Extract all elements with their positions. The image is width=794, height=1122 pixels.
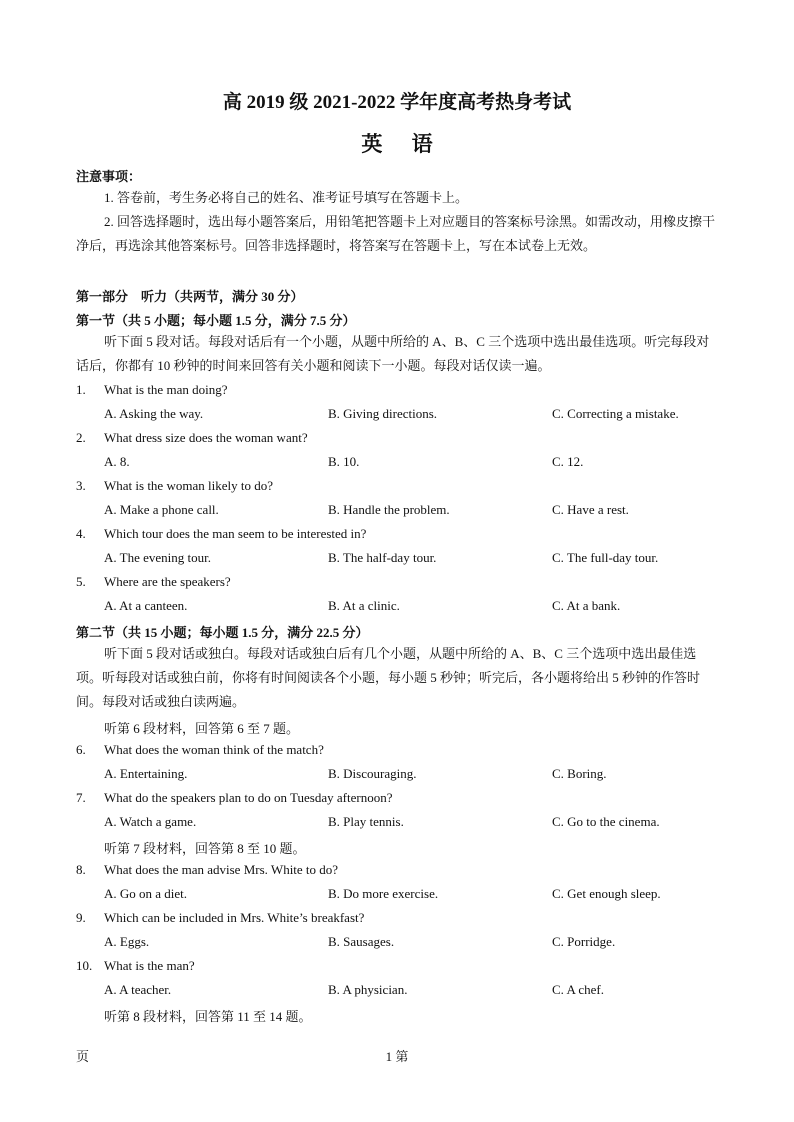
notice-item-1: 1. 答卷前，考生务必将自己的姓名、准考证号填写在答题卡上。 [104,190,469,205]
question-number: 10. [76,958,93,973]
question-number: 4. [76,526,86,541]
question-7 [0,790,794,830]
option-b: B. Discouraging. [328,766,417,781]
question-number: 2. [76,430,86,445]
question-1 [0,382,794,422]
option-a: A. 8. [104,454,130,469]
page-number: 1 第 [385,1049,409,1064]
question-number: 9. [76,910,86,925]
option-c: C. Boring. [552,766,607,781]
section2-heading: 第二节（共 15 小题；每小题 1.5 分，满分 22.5 分） [76,625,369,640]
question-10 [0,958,794,998]
option-c: C. Porridge. [552,934,616,949]
option-a: A. Asking the way. [104,406,204,421]
section2-instruction: 听下面 5 段对话或独白。每段对话或独白后有几个小题，从题中所给的 A、B、C 三个选项中选出最佳选项。听每段对话或独白前，你将有时间阅读各个小题，每小题 5 秒钟；听完后，各小题将给出 5 秒钟的作答时间。每段对话或独白读两遍。 [76,646,701,709]
option-c: C. At a bank. [552,598,621,613]
option-a: A. Go on a diet. [104,886,188,901]
question-4 [0,526,794,566]
option-c: C. The full-day tour. [552,550,659,565]
question-text: Which can be included in Mrs. White’s breakfast? [104,910,365,925]
option-c: C. Have a rest. [552,502,629,517]
option-b: B. At a clinic. [328,598,400,613]
option-b: B. Play tennis. [328,814,404,829]
option-b: B. The half-day tour. [328,550,437,565]
option-a: A. Eggs. [104,934,150,949]
question-8 [0,862,794,902]
material-8-note: 听第 8 段材料，回答第 11 至 14 题。 [104,1009,312,1024]
question-5 [0,574,794,614]
question-text: Where are the speakers? [104,574,231,589]
question-3 [0,478,794,518]
material-6-note: 听第 6 段材料，回答第 6 至 7 题。 [104,721,300,736]
question-number: 7. [76,790,86,805]
question-number: 5. [76,574,86,589]
option-b: B. A physician. [328,982,408,997]
option-b: B. Giving directions. [328,406,438,421]
option-a: A. The evening tour. [104,550,211,565]
page-footer-left: 页 [76,1049,90,1064]
option-a: A. Entertaining. [104,766,188,781]
question-2 [0,430,794,470]
part1-heading: 第一部分 听力（共两节，满分 30 分） [76,289,304,304]
question-number: 3. [76,478,86,493]
option-c: C. A chef. [552,982,604,997]
question-number: 6. [76,742,86,757]
question-text: What does the man advise Mrs. White to do? [104,862,339,877]
option-c: C. 12. [552,454,584,469]
material-7-note: 听第 7 段材料，回答第 8 至 10 题。 [104,841,306,856]
question-text: What does the woman think of the match? [104,742,324,757]
section1-heading: 第一节（共 5 小题；每小题 1.5 分，满分 7.5 分） [76,313,356,328]
question-number: 8. [76,862,86,877]
question-text: What is the man doing? [104,382,228,397]
question-9 [0,910,794,950]
option-b: B. 10. [328,454,360,469]
question-text: Which tour does the man seem to be interested in? [104,526,367,541]
option-b: B. Handle the problem. [328,502,450,517]
question-text: What do the speakers plan to do on Tuesday afternoon? [104,790,393,805]
notice-item-2: 2. 回答选择题时，选出每小题答案后，用铅笔把答题卡上对应题目的答案标号涂黑。如需改动，用橡皮擦干净后，再选涂其他答案标号。回答非选择题时，将答案写在答题卡上，写在本试卷上无效。 [76,214,716,253]
option-a: A. A teacher. [104,982,172,997]
option-c: C. Correcting a mistake. [552,406,679,421]
option-b: B. Do more exercise. [328,886,439,901]
notice-heading: 注意事项： [76,169,142,184]
subject-title: 英 语 [361,132,445,156]
option-a: A. Make a phone call. [104,502,219,517]
question-6 [0,742,794,782]
section1-instruction: 听下面 5 段对话。每段对话后有一个小题，从题中所给的 A、B、C 三个选项中选出最佳选项。听完每段对话后，你都有 10 秒钟的时间来回答有关小题和阅读下一小题。每段对话仅读一遍。 [76,334,710,373]
question-number: 1. [76,382,86,397]
option-c: C. Go to the cinema. [552,814,660,829]
question-text: What dress size does the woman want? [104,430,308,445]
option-c: C. Get enough sleep. [552,886,661,901]
exam-title: 高 2019 级 2021-2022 学年度高考热身考试 [222,92,572,113]
question-text: What is the man? [104,958,195,973]
option-b: B. Sausages. [328,934,395,949]
question-text: What is the woman likely to do? [104,478,273,493]
option-a: A. At a canteen. [104,598,188,613]
option-a: A. Watch a game. [104,814,197,829]
